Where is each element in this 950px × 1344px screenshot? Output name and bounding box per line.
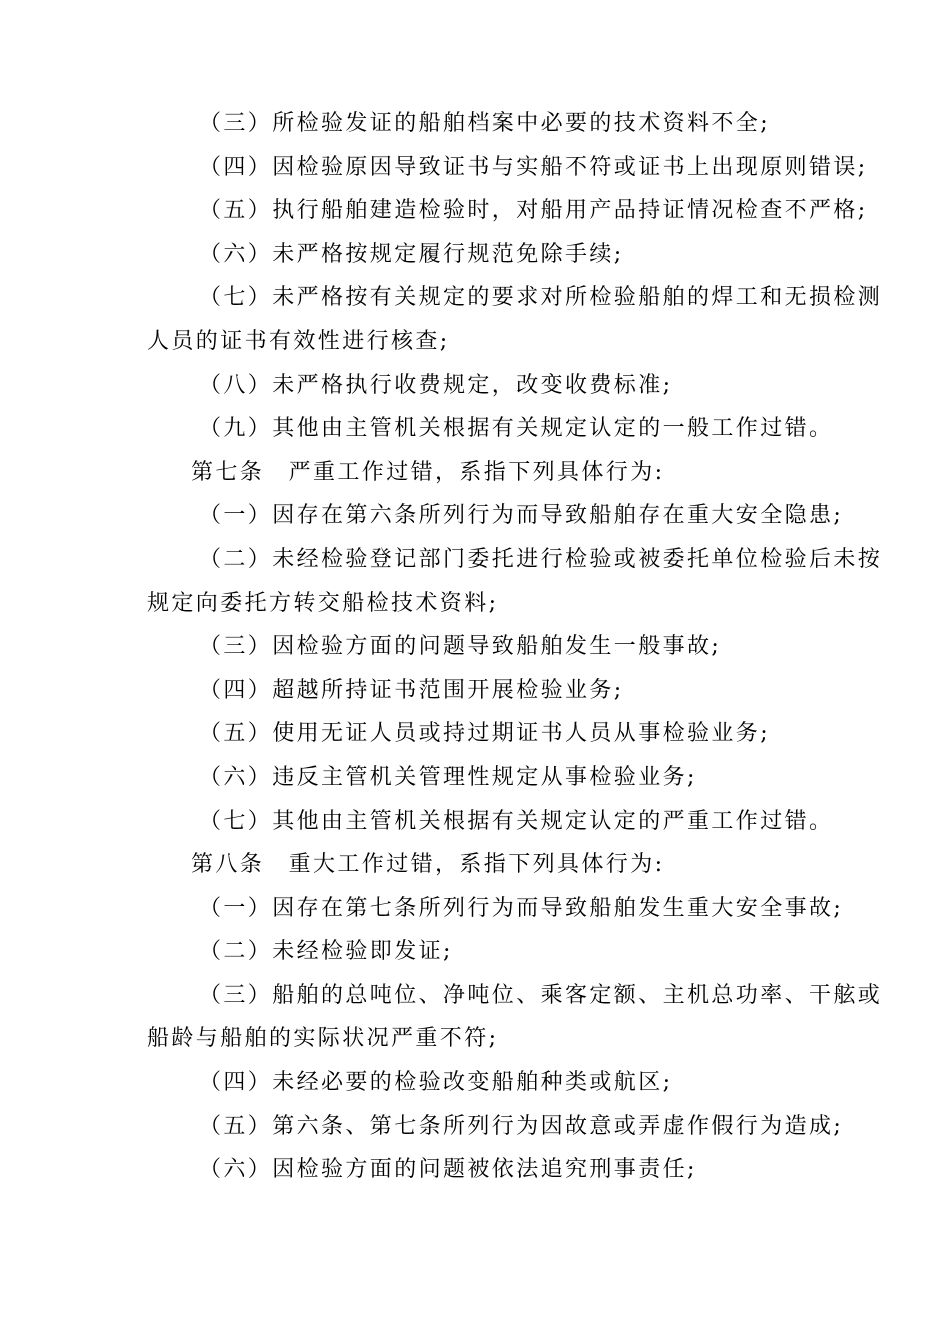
text-line: （九）其他由主管机关根据有关规定认定的一般工作过错。 bbox=[199, 416, 834, 442]
text-line: （三）船舶的总吨位、净吨位、乘客定额、主机总功率、干舷或 bbox=[199, 982, 883, 1008]
text-line: 人员的证书有效性进行核查; bbox=[147, 328, 450, 354]
article-heading: 第八条 重大工作过错，系指下列具体行为: bbox=[191, 852, 665, 878]
document-body bbox=[147, 102, 883, 1192]
text-line: （四）超越所持证书范围开展检验业务; bbox=[199, 677, 624, 703]
text-line: （五）第六条、第七条所列行为因故意或弄虚作假行为造成; bbox=[199, 1113, 844, 1139]
text-line: 船龄与船舶的实际状况严重不符; bbox=[147, 1026, 499, 1052]
text-line: （三）所检验发证的船舶档案中必要的技术资料不全; bbox=[199, 111, 771, 136]
text-line: （二）未经检验即发证; bbox=[199, 939, 453, 965]
text-line: （七）其他由主管机关根据有关规定认定的严重工作过错。 bbox=[199, 808, 834, 834]
text-line: （七）未严格按有关规定的要求对所检验船舶的焊工和无损检测 bbox=[199, 285, 883, 311]
text-line: （五）执行船舶建造检验时，对船用产品持证情况检查不严格; bbox=[199, 198, 868, 224]
text-line: （四）因检验原因导致证书与实船不符或证书上出现原则错误; bbox=[199, 154, 868, 180]
text-line: （四）未经必要的检验改变船舶种类或航区; bbox=[199, 1070, 673, 1096]
text-line: （六）未严格按规定履行规范免除手续; bbox=[199, 241, 624, 267]
text-line: （八）未严格执行收费规定，改变收费标准; bbox=[199, 372, 673, 398]
article-heading: 第七条 严重工作过错，系指下列具体行为: bbox=[191, 459, 665, 485]
text-line: （二）未经检验登记部门委托进行检验或被委托单位检验后未按 bbox=[199, 546, 883, 572]
text-line: （六）因检验方面的问题被依法追究刑事责任; bbox=[199, 1157, 697, 1183]
text-line: （五）使用无证人员或持过期证书人员从事检验业务; bbox=[199, 721, 771, 747]
text-line: （三）因检验方面的问题导致船舶发生一般事故; bbox=[199, 634, 722, 660]
text-line: 规定向委托方转交船检技术资料; bbox=[147, 590, 499, 616]
text-line: （六）违反主管机关管理性规定从事检验业务; bbox=[199, 764, 697, 790]
text-line: （一）因存在第七条所列行为而导致船舶发生重大安全事故; bbox=[199, 895, 844, 921]
text-line: （一）因存在第六条所列行为而导致船舶存在重大安全隐患; bbox=[199, 503, 844, 529]
